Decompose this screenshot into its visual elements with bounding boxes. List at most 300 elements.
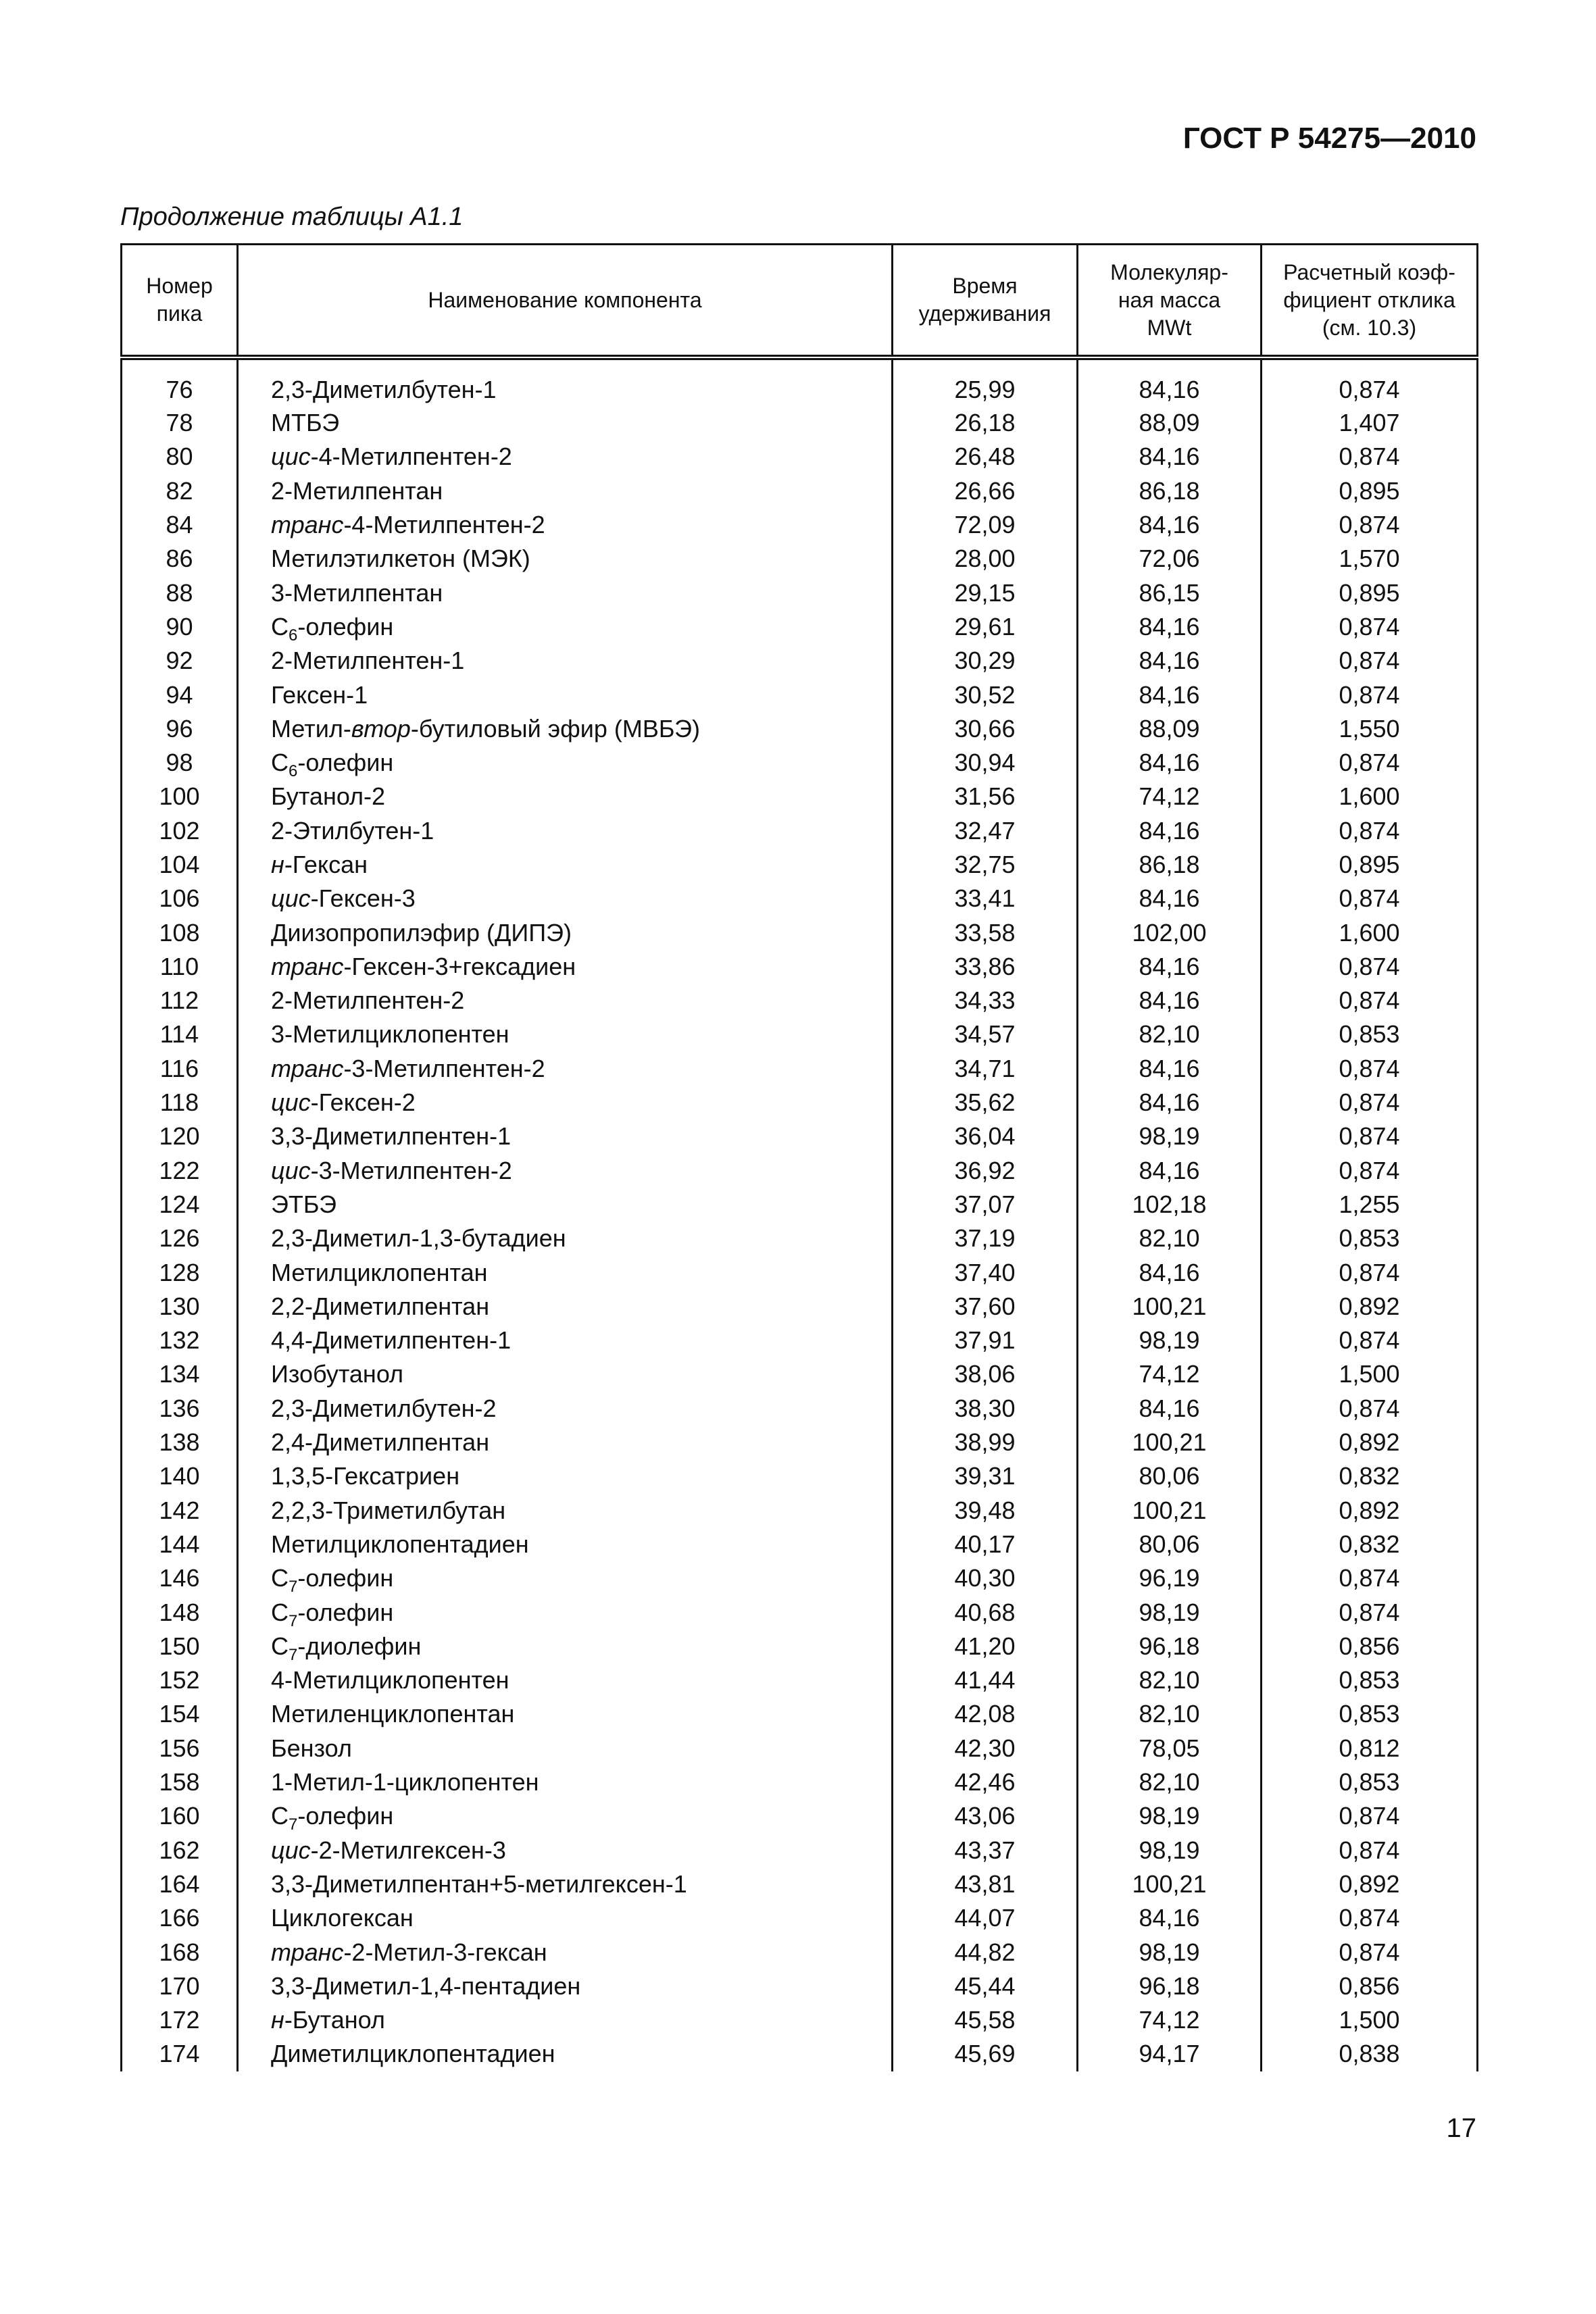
molecular-mass-cell: 102,18 [1078, 1188, 1262, 1222]
component-name-text: 1-Метил-1-циклопентен [271, 1768, 539, 1796]
table-row [122, 1290, 1478, 1324]
response-factor-cell: 0,874 [1262, 1052, 1478, 1086]
component-suffix: -олефин [297, 1564, 394, 1592]
table-row [122, 1324, 1478, 1357]
peak-number-cell: 128 [122, 1255, 238, 1289]
response-factor-cell: 0,874 [1262, 1799, 1478, 1833]
peak-number-cell: 170 [122, 1969, 238, 2003]
molecular-mass-cell: 102,00 [1078, 915, 1262, 949]
retention-time-cell: 43,06 [893, 1799, 1078, 1833]
component-name-cell [238, 474, 893, 508]
component-name-text: 2-Метилпентан [271, 476, 443, 505]
peak-number-cell: 140 [122, 1459, 238, 1493]
molecular-mass-cell: 82,10 [1078, 1765, 1262, 1799]
peak-number-cell: 116 [122, 1052, 238, 1086]
component-name-text: МТБЭ [271, 409, 340, 437]
molecular-mass-cell: 96,18 [1078, 1969, 1262, 2003]
table-row [122, 746, 1478, 780]
component-name-text: 3,3-Диметилпентан+5-метилгексен-1 [271, 1869, 687, 1898]
retention-time-cell: 41,44 [893, 1663, 1078, 1697]
component-name-text: Метилциклопентан [271, 1258, 488, 1286]
response-factor-cell: 0,874 [1262, 1120, 1478, 1153]
table-row [122, 1052, 1478, 1086]
response-factor-cell: 1,500 [1262, 1357, 1478, 1391]
component-name-cell [238, 814, 893, 848]
component-name-cell [238, 1833, 893, 1867]
molecular-mass-cell: 84,16 [1078, 508, 1262, 542]
table-row [122, 644, 1478, 678]
table-row [122, 1901, 1478, 1935]
component-prefix: цис [271, 443, 311, 471]
molecular-mass-cell: 80,06 [1078, 1528, 1262, 1561]
peak-number-cell: 172 [122, 2003, 238, 2037]
response-factor-cell: 0,892 [1262, 1290, 1478, 1324]
peak-number-cell: 86 [122, 542, 238, 576]
component-name-cell [238, 542, 893, 576]
component-suffix: -олефин [297, 1802, 394, 1830]
response-factor-cell: 0,874 [1262, 1255, 1478, 1289]
table-row [122, 508, 1478, 542]
molecular-mass-cell: 84,16 [1078, 882, 1262, 915]
peak-number-cell: 162 [122, 1833, 238, 1867]
component-prefix: транс [271, 1054, 344, 1082]
retention-time-cell: 72,09 [893, 508, 1078, 542]
component-name-text: 2-Метилпентен-2 [271, 986, 465, 1015]
response-factor-cell: 0,832 [1262, 1459, 1478, 1493]
header-molecular-mass-text: Молекуляр- ная масса MWt [1110, 259, 1228, 340]
table-row [122, 950, 1478, 984]
component-name-text: Циклогексан [271, 1904, 414, 1932]
component-name-cell [238, 1595, 893, 1629]
response-factor-cell: 0,856 [1262, 1630, 1478, 1663]
response-factor-cell: 0,895 [1262, 474, 1478, 508]
component-name-cell [238, 1154, 893, 1188]
carbon-count-subscript: 6 [289, 626, 298, 645]
retention-time-cell: 33,86 [893, 950, 1078, 984]
retention-time-cell: 36,92 [893, 1154, 1078, 1188]
component-name-cell [238, 915, 893, 949]
table-row [122, 848, 1478, 882]
molecular-mass-cell: 82,10 [1078, 1222, 1262, 1255]
component-name-cell [238, 1052, 893, 1086]
table-row [122, 1867, 1478, 1901]
component-prefix: н [271, 851, 284, 878]
component-name-cell [238, 1732, 893, 1765]
peak-number-cell: 136 [122, 1392, 238, 1426]
peak-number-cell: 88 [122, 576, 238, 609]
response-factor-cell: 1,600 [1262, 915, 1478, 949]
retention-time-cell: 29,61 [893, 610, 1078, 644]
response-factor-cell: 1,600 [1262, 780, 1478, 813]
table-row [122, 1459, 1478, 1493]
component-name-cell [238, 1120, 893, 1153]
table-row [122, 1833, 1478, 1867]
retention-time-cell: 37,60 [893, 1290, 1078, 1324]
peak-number-cell: 142 [122, 1494, 238, 1528]
table-row [122, 915, 1478, 949]
retention-time-cell: 44,82 [893, 1935, 1078, 1969]
component-name-cell [238, 780, 893, 813]
molecular-mass-cell: 84,16 [1078, 610, 1262, 644]
molecular-mass-cell: 84,16 [1078, 1392, 1262, 1426]
retention-time-cell: 41,20 [893, 1630, 1078, 1663]
header-retention-time [893, 245, 1078, 358]
component-name-cell [238, 1357, 893, 1391]
peak-number-cell: 118 [122, 1086, 238, 1120]
peak-number-cell: 108 [122, 915, 238, 949]
response-factor-cell: 0,874 [1262, 1901, 1478, 1935]
retention-time-cell: 43,37 [893, 1833, 1078, 1867]
molecular-mass-cell: 94,17 [1078, 2037, 1262, 2071]
peak-number-cell: 174 [122, 2037, 238, 2071]
component-name-text: 2-Метилпентен-1 [271, 647, 465, 675]
component-name-text: Бутанол-2 [271, 782, 386, 811]
component-name-cell [238, 1969, 893, 2003]
component-name-cell [238, 1799, 893, 1833]
molecular-mass-cell: 84,16 [1078, 440, 1262, 474]
component-prefix: цис [271, 1836, 311, 1864]
table-row [122, 1697, 1478, 1731]
table-caption: Продолжение таблицы А1.1 [120, 203, 464, 231]
retention-time-cell: 37,40 [893, 1255, 1078, 1289]
carbon-count-subscript: 7 [289, 1815, 298, 1834]
component-suffix: -бутиловый эфир (МВБЭ) [410, 714, 700, 743]
retention-time-cell: 38,99 [893, 1426, 1078, 1459]
molecular-mass-cell: 86,15 [1078, 576, 1262, 609]
molecular-mass-cell: 84,16 [1078, 357, 1262, 406]
response-factor-cell: 0,874 [1262, 440, 1478, 474]
component-name-cell [238, 2003, 893, 2037]
component-name-cell [238, 406, 893, 440]
peak-number-cell: 144 [122, 1528, 238, 1561]
peak-number-cell: 166 [122, 1901, 238, 1935]
component-name-text: -Гексан [284, 851, 368, 878]
table-row [122, 814, 1478, 848]
response-factor-cell: 0,895 [1262, 848, 1478, 882]
peak-number-cell: 94 [122, 678, 238, 711]
table-row [122, 984, 1478, 1017]
response-factor-cell: 0,856 [1262, 1969, 1478, 2003]
peak-number-cell: 150 [122, 1630, 238, 1663]
component-name-text: 2,3-Диметилбутен-2 [271, 1394, 497, 1422]
retention-time-cell: 42,30 [893, 1732, 1078, 1765]
peak-number-cell: 130 [122, 1290, 238, 1324]
table-row [122, 1086, 1478, 1120]
retention-time-cell: 40,30 [893, 1561, 1078, 1595]
molecular-mass-cell: 86,18 [1078, 474, 1262, 508]
molecular-mass-cell: 100,21 [1078, 1290, 1262, 1324]
table-row [122, 1528, 1478, 1561]
table-row [122, 2037, 1478, 2071]
table-row [122, 678, 1478, 711]
retention-time-cell: 30,29 [893, 644, 1078, 678]
header-retention-time-text: Время удерживания [918, 274, 1051, 326]
retention-time-cell: 45,69 [893, 2037, 1078, 2071]
response-factor-cell: 0,895 [1262, 576, 1478, 609]
component-name-text: -2-Метил-3-гексан [343, 1938, 547, 1966]
molecular-mass-cell: 84,16 [1078, 1052, 1262, 1086]
component-name-text: 3-Метилпентан [271, 578, 443, 607]
peak-number-cell: 82 [122, 474, 238, 508]
peak-number-cell: 78 [122, 406, 238, 440]
table-row [122, 440, 1478, 474]
molecular-mass-cell: 84,16 [1078, 950, 1262, 984]
retention-time-cell: 29,15 [893, 576, 1078, 609]
header-component-name [238, 245, 893, 358]
component-suffix: -олефин [297, 612, 394, 640]
peak-number-cell: 124 [122, 1188, 238, 1222]
table-row [122, 406, 1478, 440]
carbon-count-subscript: 7 [289, 1578, 298, 1596]
response-factor-cell: 0,874 [1262, 610, 1478, 644]
molecular-mass-cell: 96,19 [1078, 1561, 1262, 1595]
peak-number-cell: 102 [122, 814, 238, 848]
header-peak-number-text: Номер пика [146, 274, 213, 326]
molecular-mass-cell: 96,18 [1078, 1630, 1262, 1663]
retention-time-cell: 43,81 [893, 1867, 1078, 1901]
response-factor-cell: 0,874 [1262, 1833, 1478, 1867]
response-factor-cell: 0,874 [1262, 1154, 1478, 1188]
component-name-text: -3-Метилпентен-2 [343, 1054, 545, 1082]
response-factor-cell: 0,874 [1262, 1935, 1478, 1969]
table-row [122, 576, 1478, 609]
table-row [122, 1392, 1478, 1426]
molecular-mass-cell: 84,16 [1078, 644, 1262, 678]
table-row [122, 1357, 1478, 1391]
document-standard-id: ГОСТ Р 54275—2010 [1182, 122, 1476, 155]
component-name-text: C [271, 1598, 289, 1626]
peak-number-cell: 104 [122, 848, 238, 882]
table-row [122, 1630, 1478, 1663]
retention-time-cell: 32,47 [893, 814, 1078, 848]
response-factor-cell: 0,874 [1262, 1561, 1478, 1595]
peak-number-cell: 158 [122, 1765, 238, 1799]
components-table [120, 243, 1478, 2071]
component-name-text: 2,4-Диметилпентан [271, 1428, 490, 1457]
molecular-mass-cell: 100,21 [1078, 1867, 1262, 1901]
component-name-text: Метил- [271, 714, 351, 743]
peak-number-cell: 168 [122, 1935, 238, 1969]
peak-number-cell: 106 [122, 882, 238, 915]
response-factor-cell: 0,812 [1262, 1732, 1478, 1765]
component-name-text: 4,4-Диметилпентен-1 [271, 1326, 512, 1355]
component-prefix: цис [271, 1156, 311, 1184]
table-row [122, 1561, 1478, 1595]
response-factor-cell: 0,874 [1262, 1086, 1478, 1120]
molecular-mass-cell: 88,09 [1078, 406, 1262, 440]
table-row [122, 542, 1478, 576]
molecular-mass-cell: 86,18 [1078, 848, 1262, 882]
header-response-factor [1262, 245, 1478, 358]
response-factor-cell: 1,500 [1262, 2003, 1478, 2037]
component-name-cell [238, 1392, 893, 1426]
molecular-mass-cell: 84,16 [1078, 984, 1262, 1017]
component-name-text: Метилэтилкетон (МЭК) [271, 545, 530, 573]
table-row [122, 1120, 1478, 1153]
response-factor-cell: 0,853 [1262, 1697, 1478, 1731]
component-name-cell [238, 508, 893, 542]
component-name-cell [238, 1935, 893, 1969]
retention-time-cell: 26,66 [893, 474, 1078, 508]
table-row [122, 1595, 1478, 1629]
component-name-text: -Гексен-3 [310, 884, 416, 913]
component-name-cell [238, 950, 893, 984]
component-name-text: 2-Этилбутен-1 [271, 816, 434, 845]
peak-number-cell: 100 [122, 780, 238, 813]
response-factor-cell: 0,874 [1262, 644, 1478, 678]
retention-time-cell: 30,94 [893, 746, 1078, 780]
component-name-text: Диизопропилэфир (ДИПЭ) [271, 918, 572, 947]
response-factor-cell: 0,874 [1262, 678, 1478, 711]
peak-number-cell: 76 [122, 357, 238, 406]
component-name-text: 2,2,3-Триметилбутан [271, 1496, 506, 1524]
component-name-cell [238, 678, 893, 711]
molecular-mass-cell: 74,12 [1078, 780, 1262, 813]
response-factor-cell: 1,570 [1262, 542, 1478, 576]
peak-number-cell: 120 [122, 1120, 238, 1153]
component-name-text: Изобутанол [271, 1360, 404, 1388]
component-name-cell [238, 1459, 893, 1493]
molecular-mass-cell: 98,19 [1078, 1935, 1262, 1969]
retention-time-cell: 40,17 [893, 1528, 1078, 1561]
component-name-cell [238, 746, 893, 780]
component-name-cell [238, 2037, 893, 2071]
peak-number-cell: 148 [122, 1595, 238, 1629]
response-factor-cell: 0,874 [1262, 508, 1478, 542]
retention-time-cell: 40,68 [893, 1595, 1078, 1629]
component-name-text: 4-Метилциклопентен [271, 1666, 509, 1694]
component-name-text: C [271, 1802, 289, 1830]
component-prefix: цис [271, 1088, 311, 1117]
molecular-mass-cell: 82,10 [1078, 1017, 1262, 1051]
component-name-text: C [271, 612, 289, 640]
response-factor-cell: 0,874 [1262, 357, 1478, 406]
component-name-cell [238, 984, 893, 1017]
table-row [122, 610, 1478, 644]
response-factor-cell: 0,874 [1262, 814, 1478, 848]
component-name-text: 3,3-Диметилпентен-1 [271, 1122, 512, 1151]
molecular-mass-cell: 84,16 [1078, 1086, 1262, 1120]
retention-time-cell: 37,19 [893, 1222, 1078, 1255]
peak-number-cell: 156 [122, 1732, 238, 1765]
component-infix: втор [351, 714, 411, 743]
table-row [122, 780, 1478, 813]
peak-number-cell: 110 [122, 950, 238, 984]
component-name-text: -3-Метилпентен-2 [310, 1156, 512, 1184]
retention-time-cell: 25,99 [893, 357, 1078, 406]
component-name-cell [238, 1528, 893, 1561]
molecular-mass-cell: 84,16 [1078, 1901, 1262, 1935]
component-name-text: Диметилциклопентадиен [271, 2040, 555, 2068]
component-name-text: -Гексен-3+гексадиен [343, 952, 576, 980]
response-factor-cell: 0,892 [1262, 1494, 1478, 1528]
molecular-mass-cell: 98,19 [1078, 1324, 1262, 1357]
molecular-mass-cell: 82,10 [1078, 1697, 1262, 1731]
component-prefix: н [271, 2006, 284, 2034]
component-name-cell [238, 1426, 893, 1459]
peak-number-cell: 146 [122, 1561, 238, 1595]
component-name-text: -Бутанол [284, 2006, 385, 2034]
molecular-mass-cell: 98,19 [1078, 1799, 1262, 1833]
molecular-mass-cell: 74,12 [1078, 1357, 1262, 1391]
retention-time-cell: 26,18 [893, 406, 1078, 440]
molecular-mass-cell: 98,19 [1078, 1833, 1262, 1867]
component-name-text: Метиленциклопентан [271, 1700, 515, 1728]
molecular-mass-cell: 98,19 [1078, 1595, 1262, 1629]
response-factor-cell: 0,874 [1262, 1595, 1478, 1629]
component-name-cell [238, 644, 893, 678]
peak-number-cell: 90 [122, 610, 238, 644]
retention-time-cell: 45,44 [893, 1969, 1078, 2003]
component-name-cell [238, 1494, 893, 1528]
molecular-mass-cell: 80,06 [1078, 1459, 1262, 1493]
table-body [122, 357, 1478, 2071]
component-prefix: цис [271, 884, 311, 913]
component-name-text: 2,3-Диметилбутен-1 [271, 376, 497, 403]
component-name-text: Бензол [271, 1734, 352, 1762]
retention-time-cell: 30,66 [893, 712, 1078, 746]
peak-number-cell: 114 [122, 1017, 238, 1051]
molecular-mass-cell: 82,10 [1078, 1663, 1262, 1697]
retention-time-cell: 38,30 [893, 1392, 1078, 1426]
table-row [122, 1188, 1478, 1222]
component-suffix: -диолефин [297, 1632, 422, 1660]
molecular-mass-cell: 74,12 [1078, 2003, 1262, 2037]
retention-time-cell: 37,91 [893, 1324, 1078, 1357]
component-name-cell [238, 1017, 893, 1051]
component-name-text: -Гексен-2 [310, 1088, 416, 1117]
peak-number-cell: 92 [122, 644, 238, 678]
component-name-text: Гексен-1 [271, 680, 368, 709]
component-suffix: -олефин [297, 1598, 394, 1626]
molecular-mass-cell: 84,16 [1078, 1255, 1262, 1289]
component-name-text: 3,3-Диметил-1,4-пентадиен [271, 1971, 581, 2000]
component-name-text: ЭТБЭ [271, 1190, 336, 1218]
component-name-text: Метилциклопентадиен [271, 1530, 529, 1558]
header-peak-number [122, 245, 238, 358]
response-factor-cell: 1,550 [1262, 712, 1478, 746]
peak-number-cell: 98 [122, 746, 238, 780]
peak-number-cell: 80 [122, 440, 238, 474]
header-molecular-mass [1078, 245, 1262, 358]
molecular-mass-cell: 78,05 [1078, 1732, 1262, 1765]
retention-time-cell: 39,48 [893, 1494, 1078, 1528]
response-factor-cell: 0,874 [1262, 882, 1478, 915]
component-name-cell [238, 1663, 893, 1697]
component-name-cell [238, 1086, 893, 1120]
response-factor-cell: 0,853 [1262, 1663, 1478, 1697]
peak-number-cell: 154 [122, 1697, 238, 1731]
retention-time-cell: 42,08 [893, 1697, 1078, 1731]
response-factor-cell: 1,255 [1262, 1188, 1478, 1222]
carbon-count-subscript: 7 [289, 1611, 298, 1630]
response-factor-cell: 0,874 [1262, 984, 1478, 1017]
molecular-mass-cell: 84,16 [1078, 746, 1262, 780]
peak-number-cell: 112 [122, 984, 238, 1017]
table-row [122, 882, 1478, 915]
retention-time-cell: 32,75 [893, 848, 1078, 882]
molecular-mass-cell: 100,21 [1078, 1494, 1262, 1528]
peak-number-cell: 132 [122, 1324, 238, 1357]
carbon-count-subscript: 7 [289, 1645, 298, 1664]
header-response-factor-text: Расчетный коэф- фициент отклика (см. 10.3) [1283, 259, 1455, 340]
table-row [122, 357, 1478, 406]
header-component-name-text: Наименование компонента [428, 287, 702, 312]
component-prefix: транс [271, 511, 344, 539]
component-name-cell [238, 1561, 893, 1595]
component-name-cell [238, 1222, 893, 1255]
retention-time-cell: 38,06 [893, 1357, 1078, 1391]
